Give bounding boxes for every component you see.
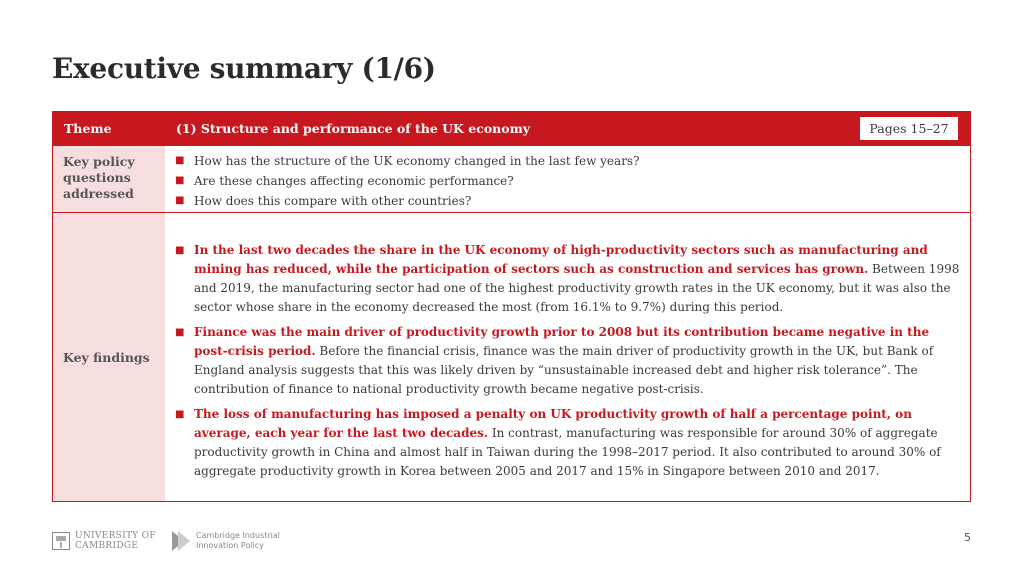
bullet-icon: ■: [175, 195, 185, 206]
bullet-icon: ■: [175, 327, 185, 338]
list-item: [175, 323, 962, 399]
findings-row: [53, 213, 970, 501]
finding-lead: Finance was the main driver of productivity growth prior to 2008 but its contribution became negative in the post-crisis period.: [194, 325, 930, 358]
university-logo: [52, 530, 156, 552]
logo-line: CAMBRIDGE: [75, 541, 139, 551]
summary-table: [52, 111, 971, 502]
pages-badge: Pages 15–27: [859, 116, 959, 141]
crest-icon: [52, 532, 70, 550]
finding-lead: In the last two decades the share in the UK economy of high-productivity sectors such as manufacturing and mining has reduced, while the participation of sectors such as construction and services has grown.: [194, 243, 928, 276]
findings-list: [175, 241, 962, 487]
list-item: [175, 151, 640, 171]
questions-row: [53, 146, 970, 213]
questions-label: Key policy questions addressed: [63, 154, 135, 201]
logo-line: Innovation Policy: [196, 541, 264, 550]
finding-text: In contrast, manufacturing was responsible for around 30% of aggregate productivity growth in China and almost half in Taiwan during the 1998–2017 period. It also contributed to around 30% of aggregate productivity growth in Korea between 2005 and 2017 and 15% in Singapore between 2010 and 2017.: [194, 426, 941, 478]
finding-lead: The loss of manufacturing has imposed a penalty on UK productivity growth of half a percentage point, on average, each year for the last two decades.: [194, 407, 912, 440]
list-item: [175, 405, 962, 481]
logo-line: Cambridge Industrial: [196, 531, 281, 540]
chevron-logo-icon: [172, 531, 190, 551]
question-text: How has the structure of the UK economy changed in the last few years?: [194, 154, 640, 168]
bullet-icon: ■: [175, 155, 185, 166]
bullet-icon: ■: [175, 175, 185, 186]
ciip-logo: [172, 530, 280, 552]
finding-text: Before the financial crisis, finance was the main driver of productivity growth in the UK, but Bank of England analysis suggests that this was likely driven by “unsustainable increased debt and higher risk tolerance”. The contribution of finance to national productivity growth became negative post-crisis.: [194, 344, 934, 396]
list-item: [175, 171, 640, 191]
bullet-icon: ■: [175, 409, 185, 420]
question-text: How does this compare with other countries?: [194, 194, 472, 208]
findings-label: Key findings: [63, 350, 150, 365]
section-title: (1) Structure and performance of the UK economy: [176, 121, 531, 136]
finding-text: Between 1998 and 2019, the manufacturing sector had one of the highest productivity growth rates in the UK economy, but it was also the sector whose share in the economy decreased the most (from 16.1% to 9.7%) during this period.: [194, 262, 960, 314]
questions-list: [175, 151, 640, 211]
questions-label-cell: [53, 146, 165, 212]
list-item: [175, 191, 640, 211]
list-item: [175, 241, 962, 317]
bullet-icon: ■: [175, 245, 185, 256]
theme-header-label: Theme: [64, 121, 112, 136]
table-header: [53, 112, 970, 146]
question-text: Are these changes affecting economic performance?: [194, 174, 514, 188]
page-number: 5: [964, 531, 971, 544]
page-title: Executive summary (1/6): [52, 52, 436, 85]
findings-label-cell: [53, 213, 165, 501]
logo-line: UNIVERSITY OF: [75, 531, 156, 541]
